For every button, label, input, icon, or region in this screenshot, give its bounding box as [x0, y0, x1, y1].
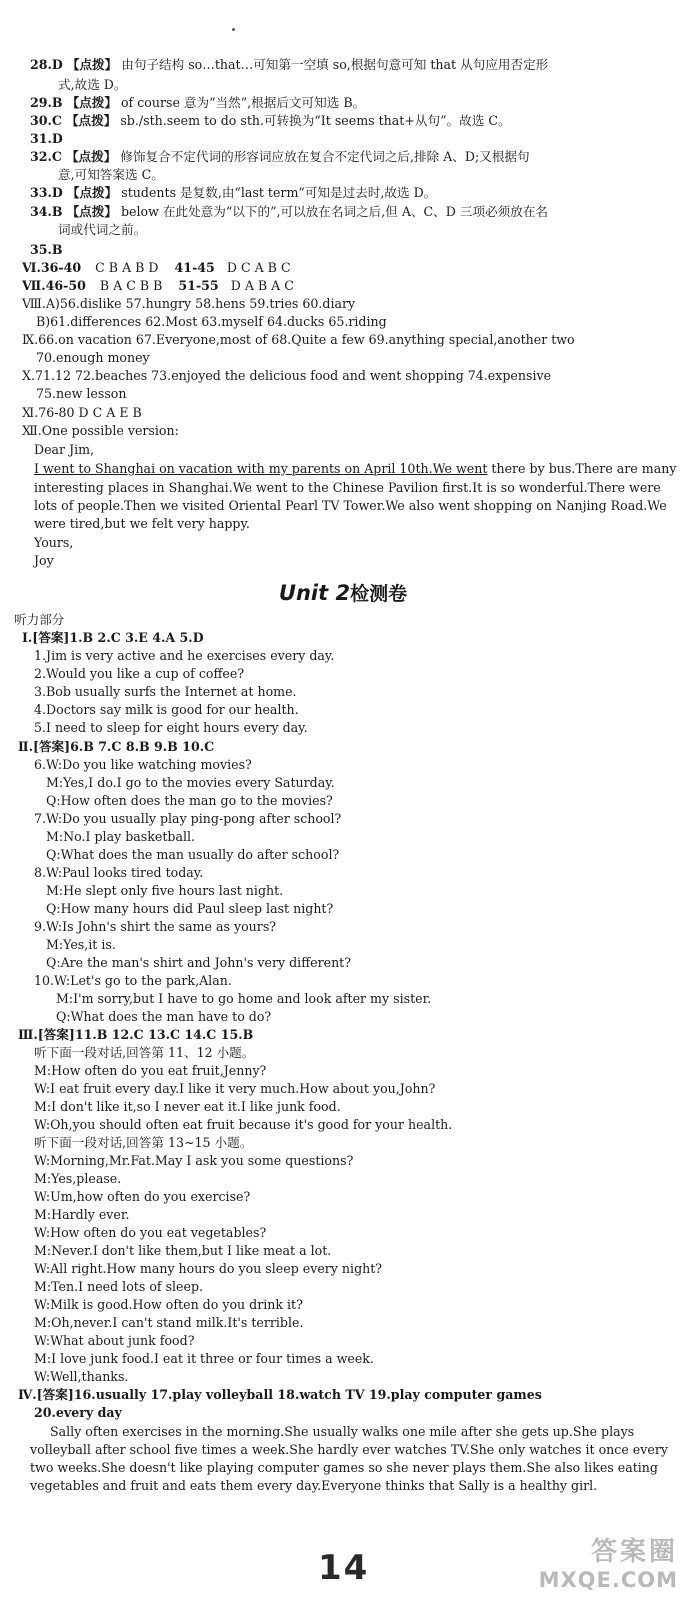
- letter-signature: Joy: [34, 553, 54, 568]
- part2-line: M:I'm sorry,but I have to go home and look after my sister.: [56, 991, 432, 1006]
- part3-line: 听下面一段对话,回答第 13~15 小题。: [34, 1135, 253, 1150]
- range-label: 36-40: [40, 260, 82, 275]
- section-8b: B)61.differences 62.Most 63.myself 64.ducks 65.riding: [36, 314, 387, 329]
- part1-line: 4.Doctors say milk is good for our health.: [34, 702, 299, 717]
- part3-line: M:Yes,please.: [34, 1171, 122, 1186]
- part3-line: W:How often do you eat vegetables?: [34, 1225, 267, 1240]
- answer-number: 33.D: [30, 185, 63, 200]
- answer-number: 34.B: [30, 204, 63, 219]
- hint-tag: 【点拨】: [66, 185, 118, 200]
- answer-31: [30, 130, 63, 147]
- part3-line: M:Ten.I need lots of sleep.: [34, 1279, 204, 1294]
- part1-line: 1.Jim is very active and he exercises every day.: [34, 648, 335, 663]
- part3-line: M:I don't like it,so I never eat it.I like junk food.: [34, 1099, 341, 1114]
- answer-number: 29.B: [30, 95, 63, 110]
- hint-text: sb./sth.seem to do sth.可转换为“It seems that+从句”。故选 C。: [120, 113, 511, 128]
- section-6: [22, 259, 291, 276]
- part4-para: Sally often exercises in the morning.She usually walks one mile after she gets up.She plays: [50, 1424, 635, 1439]
- part2-line: 8.W:Paul looks tired today.: [34, 865, 204, 880]
- part3-line: M:Never.I don't like them,but I like meat a lot.: [34, 1243, 332, 1258]
- section-7: [22, 277, 294, 294]
- part2-line: M:No.I play basketball.: [46, 829, 196, 844]
- answer-number: 32.C: [30, 149, 62, 164]
- hint-tag: 【点拨】: [66, 57, 118, 72]
- part2-line: Q:What does the man have to do?: [56, 1009, 272, 1024]
- part2-line: M:Yes,it is.: [46, 937, 116, 952]
- hint-text: 修饰复合不定代词的形容词应放在复合不定代词之后,排除 A、D;又根据句: [120, 149, 530, 164]
- part2-line: Q:Are the man's shirt and John's very different?: [46, 955, 351, 970]
- answer-number: 28.D: [30, 57, 63, 72]
- hint-tag: 【点拨】: [66, 95, 117, 110]
- range-label: 51-55: [178, 278, 219, 293]
- section-label: Ⅶ.: [22, 278, 46, 293]
- hint-text: of course 意为“当然”,根据后文可知选 B。: [120, 95, 366, 110]
- range-answers: C B A B D: [95, 260, 159, 275]
- part3-line: M:Oh,never.I can't stand milk.It's terrible.: [34, 1315, 304, 1330]
- section-10a: Ⅹ.71.12 72.beaches 73.enjoyed the delicious food and went shopping 74.expensive: [22, 368, 552, 383]
- section-11: Ⅺ.76-80 D C A E B: [22, 405, 142, 420]
- answer-35: [30, 241, 63, 258]
- hint-tag: 【点拨】: [65, 149, 117, 164]
- part3-line: M:Hardly ever.: [34, 1207, 130, 1222]
- answer-32: [30, 148, 530, 165]
- part4-head: Ⅳ.[答案]16.usually 17.play volleyball 18.watch TV 19.play computer games: [18, 1387, 542, 1402]
- part3-line: W:What about junk food?: [34, 1333, 195, 1348]
- answer-30: [30, 112, 511, 129]
- answer-34: [30, 203, 548, 220]
- answer-28: [30, 56, 548, 73]
- watermark-cn: 答案圈: [590, 1537, 678, 1567]
- part3-line: W:All right.How many hours do you sleep every night?: [34, 1261, 383, 1276]
- section-10b: 75.new lesson: [36, 386, 127, 401]
- part4-para: volleyball after school five times a week.She hardly ever watches TV.She only watches it once every: [30, 1442, 668, 1457]
- letter-greeting: Dear Jim,: [34, 442, 95, 457]
- range-answers: B A C B B: [99, 278, 163, 293]
- part3-line: M:How often do you eat fruit,Jenny?: [34, 1063, 267, 1078]
- part3-line: W:Oh,you should often eat fruit because it's good for your health.: [34, 1117, 453, 1132]
- letter-line-4: were tired,but we felt very happy.: [34, 516, 250, 531]
- part1-line: 3.Bob usually surfs the Internet at home.: [34, 684, 297, 699]
- watermark: [539, 1531, 678, 1592]
- range-answers: D A B A C: [230, 278, 294, 293]
- answer-number: 31.D: [30, 131, 63, 146]
- part3-head: Ⅲ.[答案]11.B 12.C 13.C 14.C 15.B: [18, 1027, 254, 1042]
- part2-line: 7.W:Do you usually play ping-pong after school?: [34, 811, 342, 826]
- answer-32-cont: [58, 166, 164, 183]
- answer-29: [30, 94, 365, 111]
- scan-dot: [232, 28, 235, 31]
- part2-line: Q:How often does the man go to the movies?: [46, 793, 333, 808]
- part4-cont: 20.every day: [34, 1405, 122, 1420]
- section-label: Ⅵ.: [22, 260, 41, 275]
- part1-head: Ⅰ.[答案]1.B 2.C 3.E 4.A 5.D: [22, 630, 204, 645]
- part2-line: 9.W:Is John's shirt the same as yours?: [34, 919, 277, 934]
- letter-line-2: interesting places in Shanghai.We went to the Chinese Pavilion first.It is so wonderful.There were: [34, 480, 661, 495]
- section-9b: 70.enough money: [36, 350, 150, 365]
- hint-text: 意,可知答案选 C。: [58, 167, 164, 182]
- part2-line: 10.W:Let's go to the park,Alan.: [34, 973, 232, 988]
- hint-text: students 是复数,由“last term”可知是过去时,故选 D。: [121, 185, 437, 200]
- hint-tag: 【点拨】: [65, 113, 117, 128]
- unit-title: [0, 581, 686, 606]
- range-label: 41-45: [174, 260, 215, 275]
- section-12: Ⅻ.One possible version:: [22, 423, 179, 438]
- hint-text: 由句子结构 so…that…可知第一空填 so,根据句意可知 that 从句应用否定形: [121, 57, 549, 72]
- part2-line: Q:What does the man usually do after school?: [46, 847, 340, 862]
- part3-line: W:Well,thanks.: [34, 1369, 129, 1384]
- section-8a: Ⅷ.A)56.dislike 57.hungry 58.hens 59.tries 60.diary: [22, 296, 356, 311]
- answer-number: 30.C: [30, 113, 62, 128]
- watermark-en: MXQE.COM: [538, 1568, 678, 1592]
- part4-para: two weeks.She doesn't like playing computer games so she never plays them.She also likes eating: [30, 1460, 658, 1475]
- answer-number: 35.B: [30, 242, 63, 257]
- hint-tag: 【点拨】: [66, 204, 117, 219]
- hint-text: below 在此处意为“以下的”,可以放在名词之后,但 A、C、D 三项必须放在名: [120, 204, 549, 219]
- part4-para: vegetables and fruit and eats them every day.Everyone thinks that Sally is a healthy girl.: [30, 1478, 598, 1493]
- hint-text: 词或代词之前。: [58, 222, 147, 237]
- listening-header: 听力部分: [14, 612, 65, 627]
- letter-line-1: [34, 460, 676, 477]
- part3-line: W:I eat fruit every day.I like it very much.How about you,John?: [34, 1081, 436, 1096]
- underlined-text: I went to Shanghai on vacation with my parents on April 10th.We went: [34, 461, 488, 476]
- unit-title-cn: 检测卷: [350, 583, 408, 605]
- part2-line: M:He slept only five hours last night.: [46, 883, 284, 898]
- part1-line: 2.Would you like a cup of coffee?: [34, 666, 245, 681]
- range-label: 46-50: [45, 278, 86, 293]
- part1-line: 5.I need to sleep for eight hours every day.: [34, 720, 308, 735]
- answer-34-cont: [58, 221, 146, 238]
- page-number: 14: [318, 1548, 370, 1588]
- part3-line: M:I love junk food.I eat it three or four times a week.: [34, 1351, 374, 1366]
- part3-line: 听下面一段对话,回答第 11、12 小题。: [34, 1045, 255, 1060]
- section-9a: Ⅸ.66.on vacation 67.Everyone,most of 68.Quite a few 69.anything special,another two: [22, 332, 575, 347]
- answer-33: [30, 184, 436, 201]
- part2-line: 6.W:Do you like watching movies?: [34, 757, 252, 772]
- letter-text: there by bus.There are many: [487, 461, 677, 476]
- hint-text: 式,故选 D。: [58, 77, 127, 92]
- part3-line: W:Morning,Mr.Fat.May I ask you some questions?: [34, 1153, 354, 1168]
- unit-title-en: Unit 2: [278, 581, 351, 605]
- part2-line: Q:How many hours did Paul sleep last night?: [46, 901, 334, 916]
- part3-line: W:Milk is good.How often do you drink it?: [34, 1297, 303, 1312]
- range-answers: D C A B C: [226, 260, 291, 275]
- letter-line-3: lots of people.Then we visited Oriental Pearl TV Tower.We also went shopping on Nanjing Road.We: [34, 498, 667, 513]
- letter-closing: Yours,: [34, 535, 74, 550]
- part3-line: W:Um,how often do you exercise?: [34, 1189, 251, 1204]
- part2-head: Ⅱ.[答案]6.B 7.C 8.B 9.B 10.C: [18, 739, 215, 754]
- answer-28-cont: [58, 76, 126, 93]
- part2-line: M:Yes,I do.I go to the movies every Saturday.: [46, 775, 335, 790]
